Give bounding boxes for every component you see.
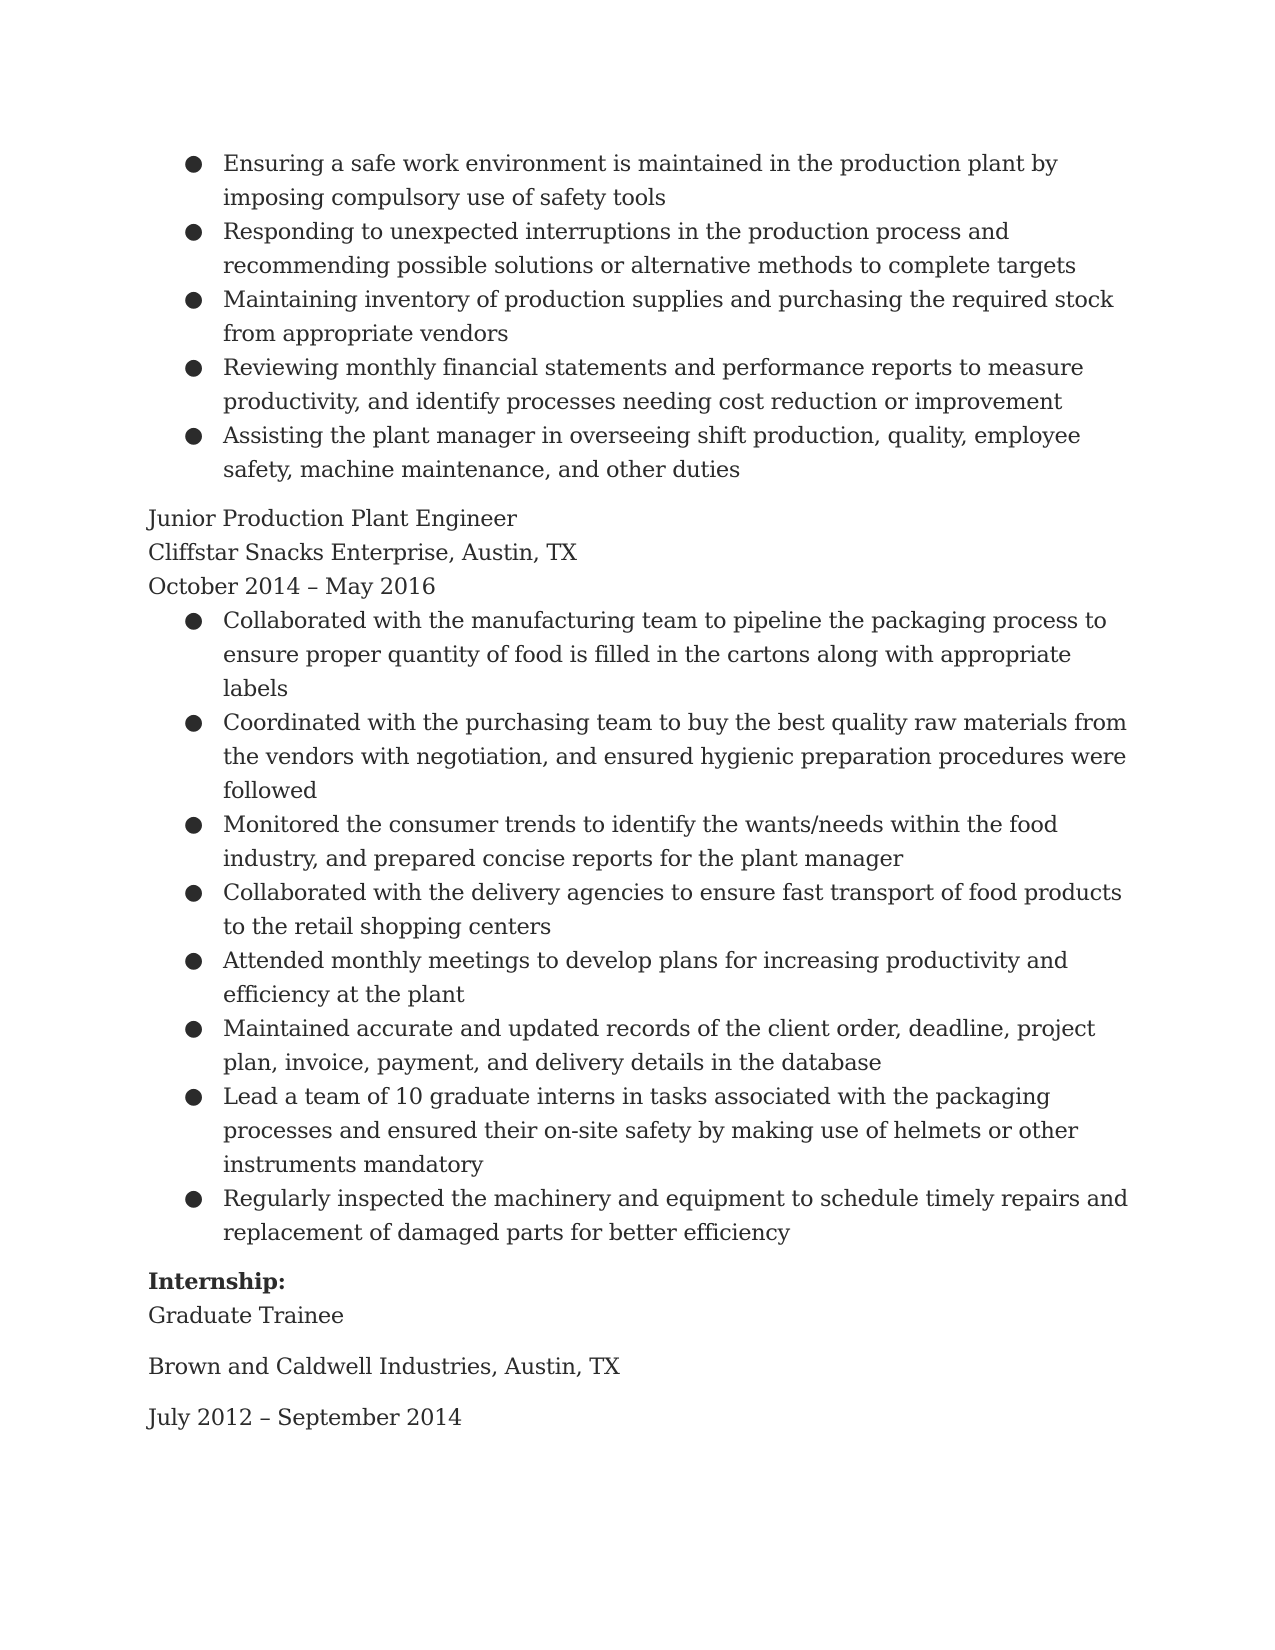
internship-heading: Internship: [148, 1269, 286, 1295]
list-item [184, 215, 1128, 283]
bullet-icon: ● [184, 1186, 203, 1211]
list-item [184, 1182, 1128, 1250]
bullet-icon: ● [184, 948, 203, 973]
list-item [184, 147, 1128, 215]
list-item [184, 419, 1128, 487]
internship-dates: July 2012 – September 2014 [148, 1405, 462, 1431]
bullet-text: Lead a team of 10 graduate interns in tasks associated with the packaging processes and ensured their on-site safety by making use of helmets or other instruments mandatory [223, 1084, 1078, 1178]
bullet-icon: ● [184, 219, 203, 244]
job-company: Cliffstar Snacks Enterprise, Austin, TX [148, 540, 577, 566]
bullet-text: Assisting the plant manager in overseeing shift production, quality, employee safety, machine maintenance, and other duties [223, 423, 1081, 483]
bullet-icon: ● [184, 1016, 203, 1041]
list-item [184, 1080, 1128, 1182]
bullet-text: Responding to unexpected interruptions in the production process and recommending possible solutions or alternative methods to complete targets [223, 219, 1076, 279]
job-title: Junior Production Plant Engineer [148, 506, 517, 532]
bullet-text: Ensuring a safe work environment is maintained in the production plant by imposing compulsory use of safety tools [223, 151, 1058, 211]
list-item [184, 944, 1128, 1012]
bullet-text: Monitored the consumer trends to identify the wants/needs within the food industry, and prepared concise reports for the plant manager [223, 812, 1058, 872]
bullet-text: Regularly inspected the machinery and equipment to schedule timely repairs and replacement of damaged parts for better efficiency [223, 1186, 1128, 1246]
bullet-text: Attended monthly meetings to develop plans for increasing productivity and efficiency at the plant [223, 948, 1068, 1008]
previous-role-bullet-list [148, 147, 1128, 487]
bullet-text: Coordinated with the purchasing team to buy the best quality raw materials from the vendors with negotiation, and ensured hygienic preparation procedures were followed [223, 710, 1127, 804]
list-item [184, 706, 1128, 808]
bullet-icon: ● [184, 812, 203, 837]
bullet-icon: ● [184, 151, 203, 176]
resume-page [148, 147, 1128, 1435]
bullet-text: Collaborated with the delivery agencies to ensure fast transport of food products to the retail shopping centers [223, 880, 1122, 940]
list-item [184, 876, 1128, 944]
bullet-text: Reviewing monthly financial statements and performance reports to measure productivity, and identify processes needing cost reduction or improvement [223, 355, 1084, 415]
bullet-text: Maintained accurate and updated records of the client order, deadline, project plan, invoice, payment, and delivery details in the database [223, 1016, 1096, 1076]
job-dates: October 2014 – May 2016 [148, 574, 436, 600]
list-item [184, 808, 1128, 876]
bullet-icon: ● [184, 287, 203, 312]
list-item [184, 283, 1128, 351]
bullet-text: Collaborated with the manufacturing team to pipeline the packaging process to ensure proper quantity of food is filled in the cartons along with appropriate labels [223, 608, 1107, 702]
bullet-icon: ● [184, 1084, 203, 1109]
bullet-icon: ● [184, 710, 203, 735]
bullet-text: Maintaining inventory of production supplies and purchasing the required stock from appropriate vendors [223, 287, 1114, 347]
bullet-icon: ● [184, 423, 203, 448]
bullet-icon: ● [184, 355, 203, 380]
list-item [184, 604, 1128, 706]
junior-role-bullet-list [148, 604, 1128, 1250]
list-item [184, 1012, 1128, 1080]
bullet-icon: ● [184, 608, 203, 633]
internship-company: Brown and Caldwell Industries, Austin, TX [148, 1354, 620, 1380]
list-item [184, 351, 1128, 419]
bullet-icon: ● [184, 880, 203, 905]
internship-title: Graduate Trainee [148, 1303, 344, 1329]
